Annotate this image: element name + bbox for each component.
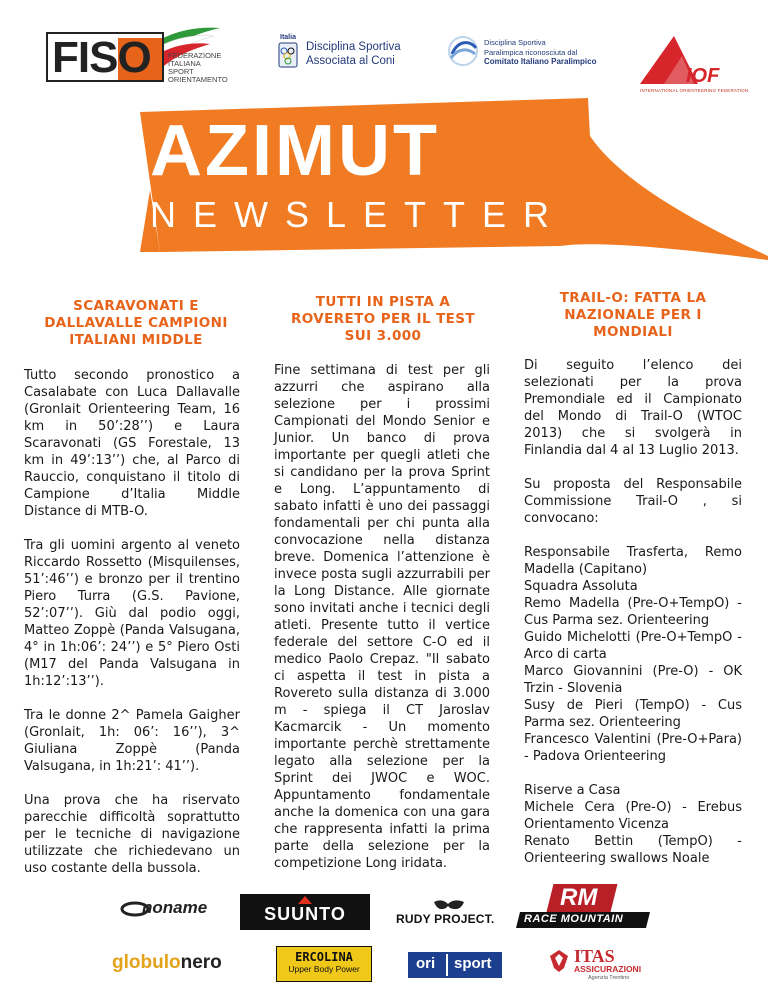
svg-text:IOF: IOF bbox=[686, 65, 720, 86]
paragraph: Tutto secondo pronostico a Casalabate con Luca Dallavalle (Gronlait Orienteering Team, 16 km in 50’:28’’) e Laura Scaravonati (GS Forestale, 13 km in 49’:13’’) che, al Parco di Rauccio, conquistano il titolo di Campione d’Italia Middle Distance di MTB-O. bbox=[24, 368, 240, 519]
list-item: Francesco Valentini (Pre-O+Para) - Padova Orienteering bbox=[524, 732, 742, 764]
fiso-logo-text: FISO bbox=[52, 33, 151, 82]
list-item: Responsabile Trasferta, Remo Madella (Capitano) bbox=[524, 545, 742, 577]
paragraph: Una prova che ha riservato parecchie difficoltà soprattutto per le tecniche di navigazione utilizzate che richiedevano un uso costante della bussola. bbox=[24, 793, 240, 876]
suunto-arrow-icon bbox=[298, 896, 312, 904]
article-body-2 bbox=[274, 362, 490, 889]
article-body-3 bbox=[524, 357, 742, 867]
list-item: Renato Bettin (TempO) - Orienteering swallows Noale bbox=[524, 834, 742, 866]
sponsor-itas: ITAS ASSICURAZIONI Agenzia Trentino bbox=[548, 944, 658, 988]
list-item: Riserve a Casa bbox=[524, 783, 621, 798]
paragraph: Su proposta del Responsabile Commissione Trail-O , si convocano: bbox=[524, 477, 742, 526]
newsletter-title: AZIMUT bbox=[150, 111, 440, 191]
coni-italia-label: Italia bbox=[280, 34, 296, 41]
fiso-logo-subtitle: FEDERAZIONE ITALIANA SPORT ORIENTAMENTO bbox=[168, 51, 228, 84]
sponsor-ercolina: ERCOLINA Upper Body Power bbox=[276, 946, 372, 982]
list-item: Guido Michelotti (Pre-O+TempO - Arco di carta bbox=[524, 630, 742, 662]
list-item: Susy de Pieri (TempO) - Cus Parma sez. Orienteering bbox=[524, 698, 742, 730]
sponsor-suunto: SUUNTO bbox=[240, 894, 370, 930]
sponsor-rudy-project: RUDY PROJECT. bbox=[390, 898, 510, 928]
paragraph: Tra gli uomini argento al veneto Riccardo Rossetto (Misquilenses, 51’:46’’) e bronzo per il trentino Piero Turra (G.S. Pavione, 52’:07’’). Giù dal podio oggi, Matteo Zoppè (Panda Valsugana, 4° in 1h:06’: 24’’) e 5° Piero Osti (M17 del Panda Valsugana in 1h:12’:13’’). bbox=[24, 538, 240, 689]
article-body-1 bbox=[24, 367, 240, 894]
iof-text: INTERNATIONAL ORIENTEERING FEDERATION bbox=[640, 88, 749, 93]
list-item: Remo Madella (Pre-O+TempO) - Cus Parma sez. Orienteering bbox=[524, 596, 742, 628]
article-title-3: TRAIL-O: FATTA LA NAZIONALE PER I MONDIALI bbox=[559, 290, 707, 340]
list-item: Marco Giovannini (Pre-O) - OK Trzin - Slovenia bbox=[524, 664, 742, 696]
newsletter-subtitle: NEWSLETTER bbox=[150, 194, 567, 235]
paragraph: Di seguito l’elenco dei selezionati per la prova Premondiale ed il Campionato del Mondo di Trail-O (WTOC 2013) che si svolgerà in Finlandia dal 4 al 13 Luglio 2013. bbox=[524, 358, 742, 458]
sponsor-orisport: ori sport bbox=[408, 952, 502, 978]
cip-text: Disciplina Sportiva Paralimpica riconosciuta dal Comitato Italiano Paralimpico bbox=[484, 38, 597, 66]
sponsor-race-mountain: RM RACE MOUNTAIN bbox=[516, 884, 652, 932]
sponsor-noname: noname bbox=[120, 896, 220, 922]
article-title-2: TUTTI IN PISTA A ROVERETO PER IL TEST SUI 3.000 bbox=[290, 294, 476, 344]
sponsor-globulonero: globulonero bbox=[112, 952, 222, 973]
itas-eagle-icon bbox=[548, 948, 570, 974]
coni-text: Disciplina Sportiva Associata al Coni bbox=[306, 41, 401, 67]
article-title-1: SCARAVONATI E DALLAVALLE CAMPIONI ITALIANI MIDDLE bbox=[44, 298, 228, 348]
list-item: Squadra Assoluta bbox=[524, 579, 638, 594]
list-item: Michele Cera (Pre-O) - Erebus Orientamento Vicenza bbox=[524, 800, 742, 832]
paragraph: Tra le donne 2^ Pamela Gaigher (Gronlait, 1h: 06’: 16’’), 3^ Giuliana Zoppè (Panda Valsugana, in 1h:21’: 41’’). bbox=[24, 708, 240, 774]
paragraph: Fine settimana di test per gli azzurri che aspirano alla selezione per i prossimi Campionati del Mondo Senior e Junior. Un banco di prova importante per quegli atleti che si candidano per la prova Sprint e Long. L’appuntamento di sabato infatti è uno dei passaggi fondamentali per chi punta alla convocazione nella distanza breve. Domenica l’attenzione è invece posta sugli azzurrabili per la Long Distance. Alle giornate sono invitati anche i tecnici degli atleti. Presente tutto il vertice federale del settore C-O ed il medico Paolo Crepaz. "Il sabato ci aspetta il test in pista a Rovereto sulla distanza di 3.000 m - spiega il CT Jaroslav Kacmarcik - Un momento importante perchè strettamente legato alla selezione per la Sprint dei JWOC e WOC. Appuntamento fondamentale anche la domenica con una gara che rappresenta infatti la prima parte della selezione per la competizione Long iridata. bbox=[274, 363, 490, 871]
